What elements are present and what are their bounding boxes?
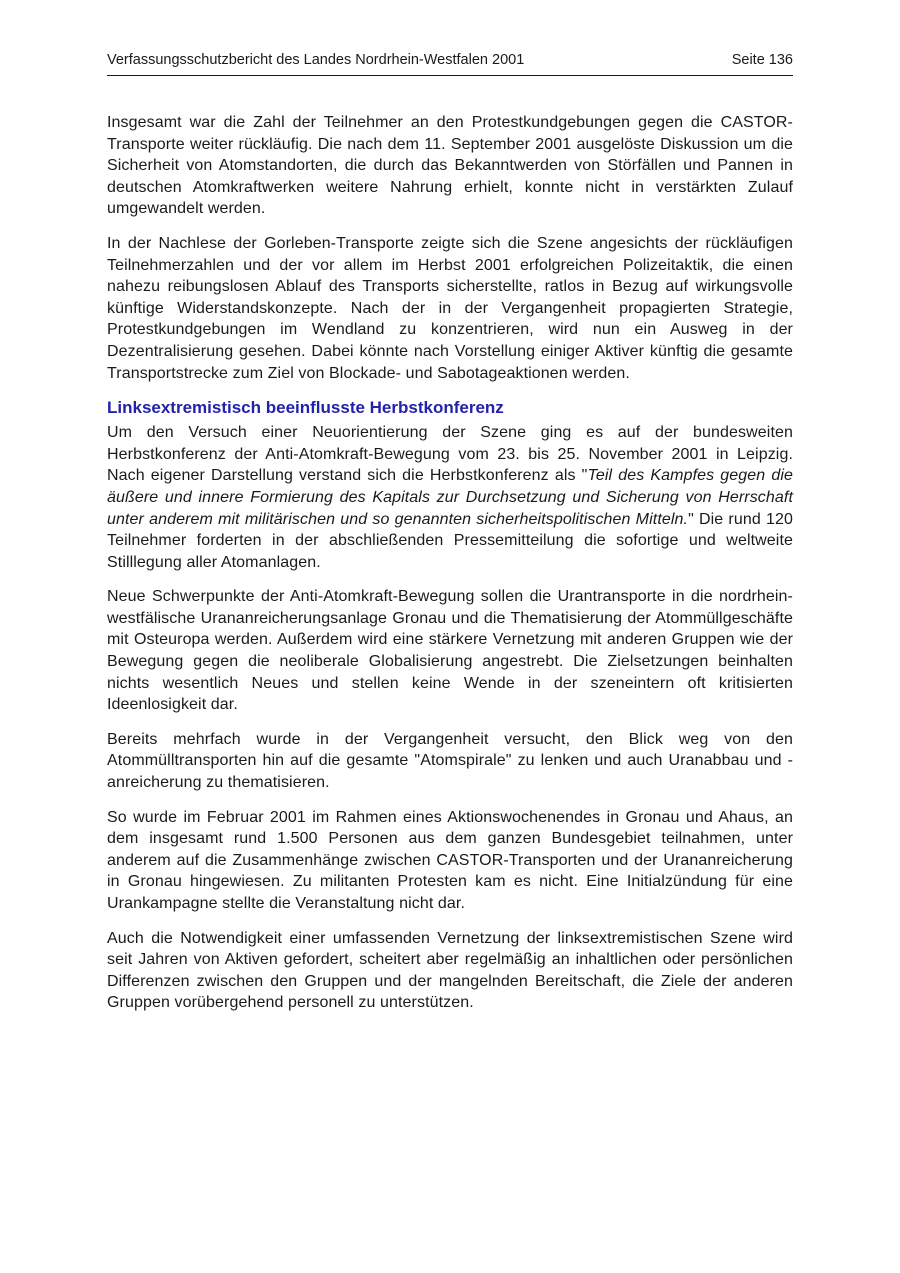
text-run: Neue Schwerpunkte der Anti-Atomkraft-Bewegung sollen die Urantransporte in die nordrhein-westfälische Urananreicherungsanlage Gronau und die Thematisierung der Atommüllgeschäfte mit Osteuropa werden. Außerdem wird eine stärkere Vernetzung mit anderen Gruppen wie der Bewegung gegen die neoliberale Globalisierung angestrebt. Die Zielsetzungen beinhalten nichts wesentlich Neues und stellen keine Wende in der szeneintern oft kritisierten Ideenlosigkeit dar. [107,588,793,714]
running-header-title: Verfassungsschutzbericht des Landes Nordrhein-Westfalen 2001 [107,52,525,68]
text-run: So wurde im Februar 2001 im Rahmen eines Aktionswochenendes in Gronau und Ahaus, an dem insgesamt rund 1.500 Personen aus dem ganzen Bundesgebiet teilnahmen, unter anderem auf die Zusammenhänge zwischen CASTOR-Transporten und der Urananreicherung in Gronau hingewiesen. Zu militanten Protesten kam es nicht. Eine Initialzündung für eine Urankampagne stellte die Veranstaltung nicht dar. [107,808,793,912]
paragraph [107,807,793,915]
text-run: In der Nachlese der Gorleben-Transporte zeigte sich die Szene angesichts der rückläufigen Teilnehmerzahlen und der vor allem im Herbst 2001 erfolgreichen Polizeitaktik, die einen nahezu reibungslosen Ablauf des Transports sicherstellte, ratlos in Bezug auf wirkungsvolle künftige Widerstandskonzepte. Nach der in der Vergangenheit propagierten Strategie, Protestkundgebungen im Wendland zu konzentrieren, wird nun ein Ausweg in der Dezentralisierung gesehen. Dabei könnte nach Vorstellung einiger Aktiver künftig die gesamte Transportstrecke zum Ziel von Blockade- und Sabotageaktionen werden. [107,234,793,382]
page-header [107,52,793,76]
paragraph [107,586,793,716]
paragraph [107,928,793,1014]
quoted-italic-text: Teil des Kampfes gegen die äußere und innere Formierung des Kapitals zur Durchsetzung und Sicherung von Herrschaft unter anderem mit militärischen und so genannten sicherheitspolitischen Mitteln. [107,467,793,528]
text-run: Um den Versuch einer Neuorientierung der Szene ging es auf der bundesweiten Herbstkonferenz der Anti-Atomkraft-Bewegung vom 23. bis 25. November 2001 in Leipzig. Nach eigener Darstellung verstand sich die Herbstkonferenz als " [107,424,793,485]
text-run: " Die rund 120 Teilnehmer forderten in der abschließenden Pressemitteilung die sofortige und weltweite Stilllegung aller Atomanlagen. [107,510,793,571]
paragraph [107,729,793,794]
paragraph [107,422,793,573]
text-run: Insgesamt war die Zahl der Teilnehmer an den Protestkundgebungen gegen die CASTOR-Transporte weiter rückläufig. Die nach dem 11. September 2001 ausgelöste Diskussion um die Sicherheit von Atomstandorten, die durch das Bekanntwerden von Störfällen und Pannen in deutschen Atomkraftwerken weitere Nahrung erhielt, konnte nicht in verstärkten Zulauf umgewandelt werden. [107,114,793,218]
section-heading [107,397,793,419]
document-body [107,112,793,1014]
text-run: Linksextremistisch beeinflusste Herbstkonferenz [107,398,504,418]
paragraph [107,112,793,220]
page-number: Seite 136 [731,52,793,68]
text-run: Bereits mehrfach wurde in der Vergangenheit versucht, den Blick weg von den Atommülltransporten hin auf die gesamte "Atomspirale" zu lenken und auch Uranabbau und -anreicherung zu thematisieren. [107,730,793,792]
text-run: Auch die Notwendigkeit einer umfassenden Vernetzung der linksextremistischen Szene wird seit Jahren von Aktiven gefordert, scheitert aber regelmäßig an inhaltlichen oder persönlichen Differenzen zwischen den Gruppen und der mangelnden Bereitschaft, die Ziele der anderen Gruppen vorübergehend personell zu unterstützen. [107,929,793,1012]
paragraph [107,233,793,384]
